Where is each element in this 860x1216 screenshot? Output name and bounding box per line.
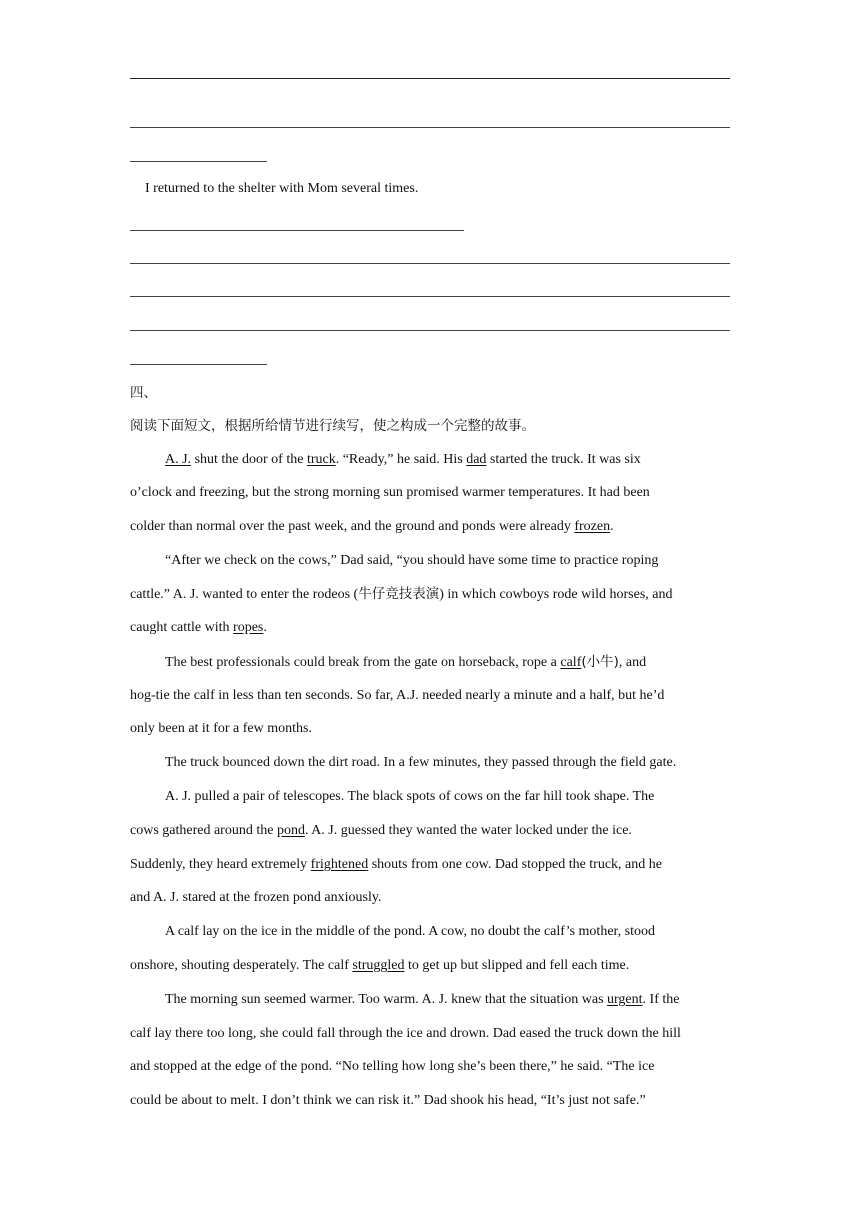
writing-line (130, 330, 730, 331)
underlined-word: frozen (574, 519, 611, 534)
writing-line (130, 230, 464, 231)
underlined-word: calf (560, 655, 582, 670)
passage-line: calf lay there too long, she could fall through the ice and drown. Dad eased the truck down the hill (130, 1026, 681, 1041)
passage-line: caught cattle with ropes. (130, 620, 267, 635)
underlined-word: ropes (233, 620, 264, 635)
passage-line: “After we check on the cows,” Dad said, “you should have some time to practice roping (165, 553, 659, 568)
passage-line: A calf lay on the ice in the middle of the pond. A cow, no doubt the calf’s mother, stood (165, 924, 655, 939)
passage-line: onshore, shouting desperately. The calf struggled to get up but slipped and fell each time. (130, 958, 630, 973)
passage-line: A. J. pulled a pair of telescopes. The black spots of cows on the far hill took shape. The (165, 789, 655, 804)
passage-line: Suddenly, they heard extremely frightened shouts from one cow. Dad stopped the truck, and he (130, 857, 662, 872)
underlined-word: pond (276, 823, 305, 838)
passage-line: The best professionals could break from the gate on horseback, rope a calf(小牛), and (165, 654, 647, 670)
passage-line: and A. J. stared at the frozen pond anxiously. (130, 890, 382, 905)
underlined-word: urgent (607, 992, 643, 1007)
passage-line: hog-tie the calf in less than ten seconds. So far, A.J. needed nearly a minute and a half, but he’d (130, 688, 665, 703)
passage-line: cattle.” A. J. wanted to enter the rodeos (牛仔竞技表演) in which cowboys rode wild horses, and (130, 586, 673, 602)
underlined-word: A. J. (165, 452, 192, 467)
writing-line (130, 263, 730, 264)
instructions: 阅读下面短文，根据所给情节进行续写，使之构成一个完整的故事。 (130, 418, 535, 434)
writing-line (130, 78, 730, 79)
writing-line (130, 161, 267, 162)
prompt-sentence: I returned to the shelter with Mom several times. (145, 181, 419, 196)
passage-line: and stopped at the edge of the pond. “No telling how long she’s been there,” he said. “The ice (130, 1059, 655, 1074)
writing-line (130, 296, 730, 297)
writing-line (130, 364, 267, 365)
passage-line: cows gathered around the pond. A. J. guessed they wanted the water locked under the ice. (130, 823, 632, 838)
passage-line: colder than normal over the past week, and the ground and ponds were already frozen. (130, 519, 614, 534)
section-number: 四、 (130, 385, 157, 401)
underlined-word: truck (306, 452, 336, 467)
underlined-word: struggled (352, 958, 405, 973)
passage-line: o’clock and freezing, but the strong morning sun promised warmer temperatures. It had been (130, 485, 650, 500)
passage-line: only been at it for a few months. (130, 721, 312, 736)
underlined-word: frightened (310, 857, 369, 872)
passage-line: The truck bounced down the dirt road. In a few minutes, they passed through the field gate. (165, 755, 677, 770)
passage-line: The morning sun seemed warmer. Too warm. A. J. knew that the situation was urgent. If the (165, 992, 680, 1007)
writing-line (130, 127, 730, 128)
passage-line: A. J. shut the door of the truck. “Ready,” he said. His dad started the truck. It was six (165, 452, 641, 467)
passage-line: could be about to melt. I don’t think we can risk it.” Dad shook his head, “It’s just not safe.” (130, 1093, 646, 1108)
underlined-word: dad (466, 452, 487, 467)
